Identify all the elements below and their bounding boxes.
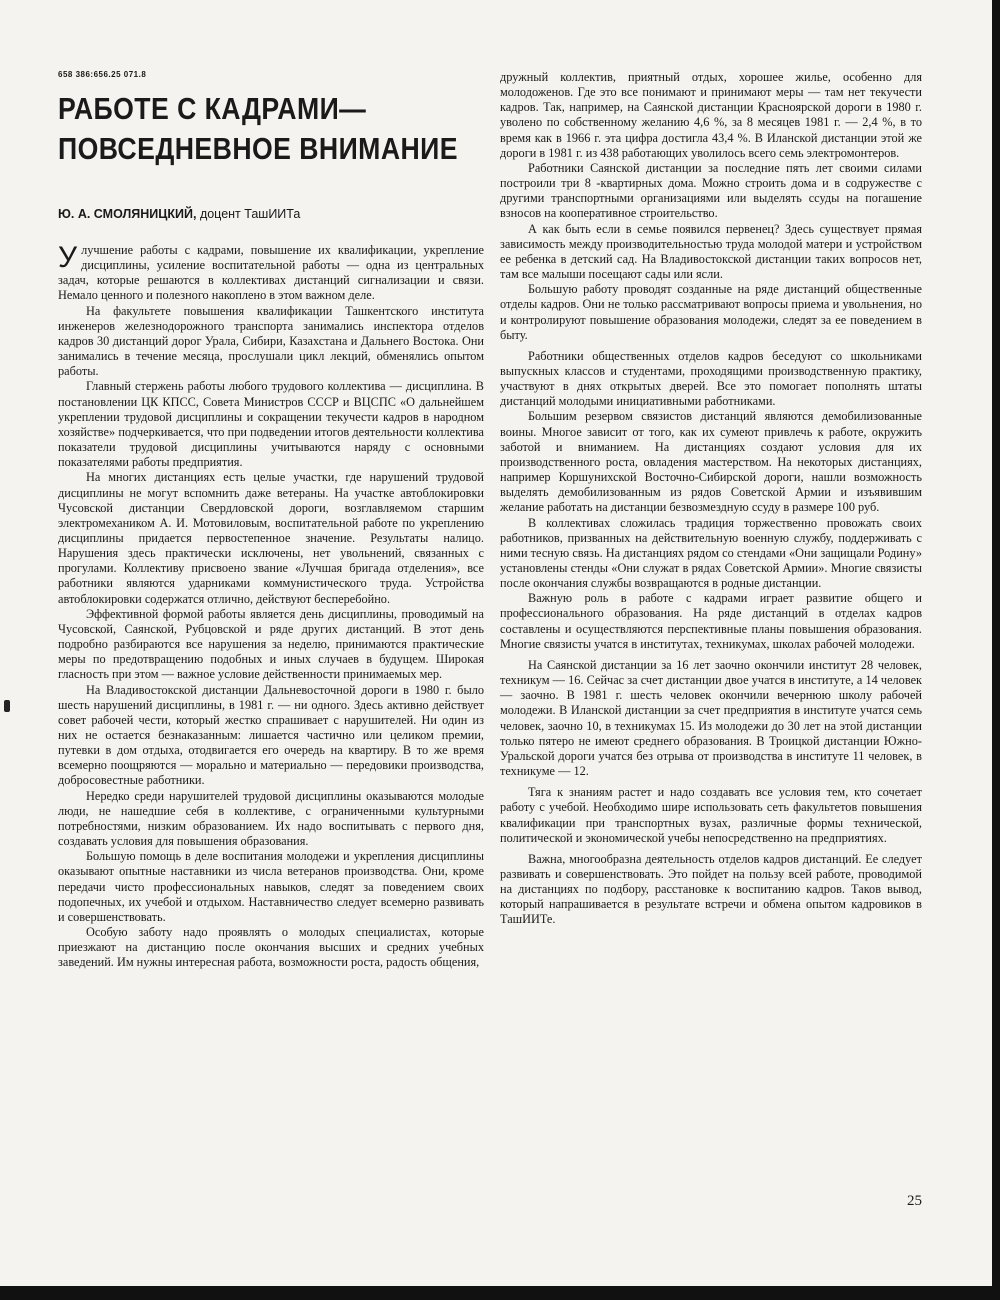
paragraph: Важную роль в работе с кадрами играет развитие общего и профессионального образования. На ряде дистанций в отделах кадров составлены и осуществляются перспективные планы повышения образования. Многие связисты учатся в институтах, техникумах, школах рабочей молодежи. — [500, 591, 922, 651]
author-byline — [58, 207, 484, 221]
paragraph: Большую работу проводят созданные на ряде дистанций общественные отделы кадров. Они не только рассматривают вопросы приема и увольнения, но и контролируют повышение образования молодежи, следят за ее поведением в быту. — [500, 282, 922, 342]
author-name: Ю. А. СМОЛЯНИЦКИЙ, — [58, 207, 197, 221]
scan-edge-right — [992, 0, 1000, 1300]
paragraph: Работники Саянской дистанции за последние пять лет своими силами построили три 8 -квартирных дома. Можно строить дома и в содружестве с другими транспортными организациями или выделять ссуды на погашение взносов на кооперативное строительство. — [500, 160, 922, 221]
title-line-1: РАБОТЕ С КАДРАМИ— — [58, 91, 367, 126]
paragraph: Эффективной формой работы является день дисциплины, проводимый на Чусовской, Саянской, Рубцовской и ряде других дистанций. В этот день подробно разбираются все нарушения за неделю, принимаются практические меры по предотвращению подобных и иных случаев в будущем. Широкая гласность при этом — важное условие действенности принимаемых мер. — [58, 606, 484, 682]
paragraph: Нередко среди нарушителей трудовой дисциплины оказываются молодые люди, не нашедшие себя в коллективе, с ограниченными культурными потребностями, низким образованием. Их надо воспитывать с первого дня, создавать условия для повышения образования. — [58, 788, 484, 849]
paragraph: Тяга к знаниям растет и надо создавать все условия тем, кто сочетает работу с учебой. Необходимо шире использовать сеть факультетов повышения квалификации при транспортных вузах, различные формы технической, политической и экономической учебы непосредственно на предприятиях. — [500, 785, 922, 845]
page-number: 25 — [907, 1193, 922, 1209]
drop-cap: У — [58, 241, 78, 274]
scan-edge-bottom — [0, 1286, 1000, 1300]
paragraph: Важна, многообразна деятельность отделов кадров дистанций. Ее следует развивать и совершенствовать. Это пойдет на пользу всей работе, проводимой на дистанциях по подбору, расстановке к воспитанию кадров. Таков вывод, который напрашивается в результате встречи и обмена опытом кадровиков в ТашИИТе. — [500, 851, 922, 927]
paragraph: Большую помощь в деле воспитания молодежи и укрепления дисциплины оказывают опытные наставники из числа ветеранов производства. Они, кроме передачи чисто профессиональных навыков, следят за поведением своих подопечных, их учебой и отдыхом. Наставничество следует всемерно развивать и совершенствовать. — [58, 849, 484, 924]
left-column — [58, 70, 484, 971]
udc-code: 658 386:656.25 071.8 — [58, 70, 147, 79]
right-column — [500, 70, 922, 928]
paragraph: Главный стержень работы любого трудового коллектива — дисциплина. В постановлении ЦК КПСС, Совета Министров СССР и ВЦСПС «О дальнейшем укреплении трудовой дисциплины и сокращении текучести кадров в народном хозяйстве» подчеркивается, что при подведении итогов деятельности коллектива показатели трудовой дисциплины учитываются наряду с основными показателями работы предприятия. — [58, 379, 484, 470]
margin-mark — [4, 700, 10, 712]
paragraph: Особую заботу надо проявлять о молодых специалистах, которые приезжают на дистанцию после окончания высших и средних учебных заведений. Им нужны интересная работа, возможности роста, радость общения, — [58, 925, 484, 970]
paragraph: На многих дистанциях есть целые участки, где нарушений трудовой дисциплины не могут вспомнить даже ветераны. На участке автоблокировки Чусовской дистанции Свердловской дороги, возглавляемом старшим электромехаником А. И. Мотовиловым, воспитательной работе по укреплению дисциплины придается первостепенное значение. Результаты налицо. Нарушения здесь практически исключены, нет увольнений, связанных с прогулами. Коллективу присвоено звание «Лучшая бригада отделения», все работники являются ударниками коммунистического труда. Устройства автоблокировки содержатся отлично, действуют бесперебойно. — [58, 470, 484, 606]
paragraph: На Саянской дистанции за 16 лет заочно окончили институт 28 человек, техникум — 16. Сейчас за счет дистанции двое учатся в институте, а 14 человек — заочно. В 1981 г. шесть человек окончили вечернюю школу рабочей молодежи. В Иланской дистанции за счет предприятия в институте учатся семь человек, заочно 10, в техникумах 15. Из молодежи до 30 лет на этой дистанции только пятеро не имеют среднего образования. В Троицкой дистанции Южно-Уральской дороги учатся без отрыва от производства в институте 11 человек, в техникуме — 12. — [500, 657, 922, 779]
paragraph: В коллективах сложилась традиция торжественно провожать своих работников, призванных на действительную военную службу, поддерживать с ними тесную связь. На дистанциях рядом со стендами «Они защищали Родину» установлены стенды «Они служат в рядах Советской Армии». Многие связисты после окончания службы возвращаются в родные дистанции. — [500, 515, 922, 591]
paragraph: А как быть если в семье появился первенец? Здесь существует прямая зависимость между производительностью труда молодой матери и устройством ее ребенка в детский сад. На Владивостокской дистанции таких вопросов нет, там все малыши посещают сады или ясли. — [500, 221, 922, 282]
paragraph: На факультете повышения квалификации Ташкентского института инженеров железнодорожного транспорта занимались инспектора отделов кадров 30 дистанций дорог Урала, Сибири, Казахстана и Дальнего Востока. Они занимались в течение месяца, прослушали цикл лекций, обменялись опытом работы. — [58, 303, 484, 379]
paragraph: дружный коллектив, приятный отдых, хорошее жилье, особенно для молодоженов. Где это все понимают и принимают меры — там нет текучести кадров. Так, например, на Саянской дистанции Красноярской дороги в 1980 г. уволено по собственному желанию 4,6 %, за 8 месяцев 1981 г. — 2,4 %, в то время как в 1966 г. эта цифра достигла 43,4 %. В Иланской дистанции этой же дороги в 1981 г. из 438 работающих уволилось всего семь электромонтеров. — [500, 70, 922, 160]
paragraph: На Владивостокской дистанции Дальневосточной дороги в 1980 г. было шесть нарушений дисциплины, в 1981 г. — ни одного. Здесь активно действует совет рабочей чести, который жестко спрашивает с нарушителей. Ни один из них не остается безнаказанным: лишается частично или целиком премии, путевки в дом отдыха, отодвигается его очередь на квартиру. В то же время всемерно поощряются — морально и материально — передовики производства, добросовестные работники. — [58, 682, 484, 788]
title-line-2: ПОВСЕДНЕВНОЕ ВНИМАНИЕ — [58, 131, 458, 166]
paragraph: Работники общественных отделов кадров беседуют со школьниками выпускных классов и студентами, проходящими производственную практику, участвуют в днях открытых дверей. Все это помогает пополнять штаты дистанций молодыми инициативными работниками. — [500, 348, 922, 409]
article-title — [58, 89, 458, 169]
paragraph: Улучшение работы с кадрами, повышение их квалификации, укрепление дисциплины, усиление воспитательной работы — одна из центральных задач, которые решаются в коллективах дистанций сигнализации и связи. Немало ценного и полезного накоплено в этом важном деле. — [58, 241, 484, 303]
author-role: доцент ТашИИТа — [196, 207, 301, 221]
paragraph: Большим резервом связистов дистанций являются демобилизованные воины. Многое зависит от того, как их сумеют привлечь к работе, окружить заботой и вниманием. На дистанциях создают условия для их производственного роста, овладения мастерством. На некоторых дистанциях, например Коршунихской Восточно-Сибирской дороги, нашли возможность выделять демобилизованным из рядов Советской Армии и изъявившим желание работать на дистанции безвозмездную ссуду в размере 100 руб. — [500, 409, 922, 515]
